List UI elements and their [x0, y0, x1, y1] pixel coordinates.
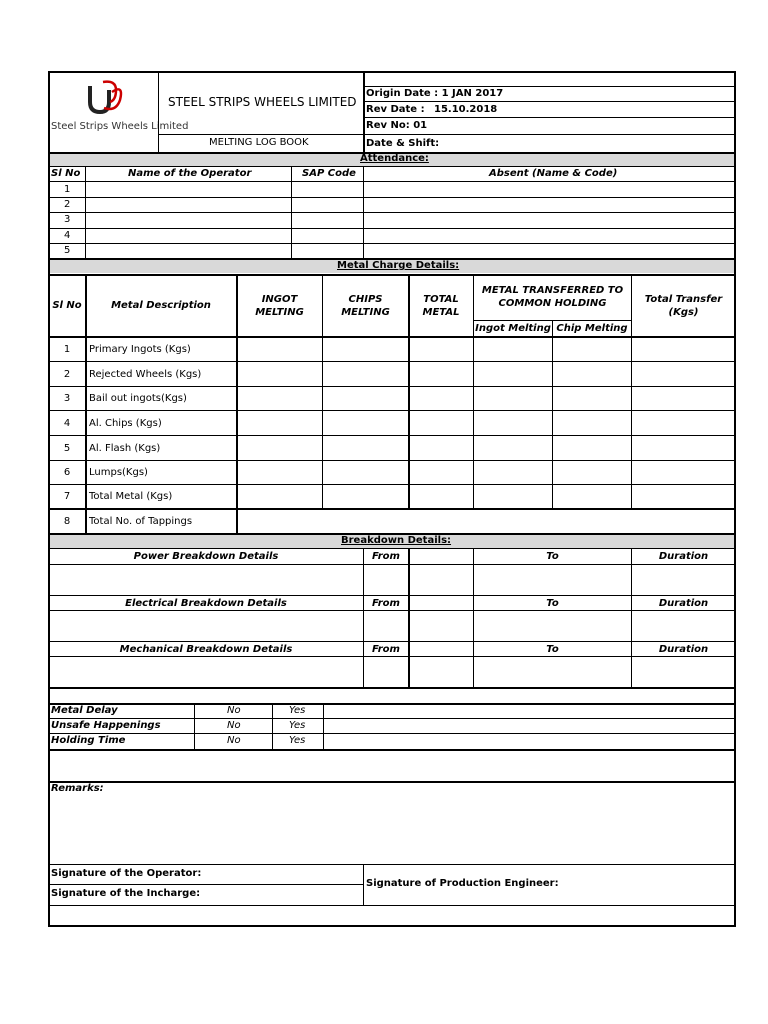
attendance-title: Attendance: [360, 153, 429, 164]
mc-row-sl: 5 [63, 442, 71, 454]
unsafe-happenings-yes[interactable]: Yes [289, 720, 306, 731]
electrical-to: To [546, 597, 559, 609]
att-col-sl: Sl No [51, 168, 81, 179]
mechanical-to: To [546, 643, 559, 655]
mc-row-desc: Rejected Wheels (Kgs) [89, 368, 202, 380]
logo-caption: Steel Strips Wheels Limited [51, 121, 189, 132]
mc-row-desc: Lumps(Kgs) [89, 467, 148, 478]
mc-row-sl: 7 [63, 491, 71, 502]
att-row-5: 5 [64, 245, 71, 256]
mc-row-desc: Al. Flash (Kgs) [89, 442, 161, 454]
power-duration: Duration [658, 551, 709, 562]
power-breakdown-label: Power Breakdown Details [133, 551, 279, 562]
electrical-breakdown-label: Electrical Breakdown Details [125, 597, 287, 609]
holding-time-no[interactable]: No [227, 735, 241, 746]
holding-time-yes[interactable]: Yes [289, 735, 306, 746]
mc-row-desc: Bail out ingots(Kgs) [89, 393, 187, 404]
rev-date-label: Rev Date : [366, 104, 425, 115]
metal-delay-yes[interactable]: Yes [289, 705, 306, 716]
rev-date-value: 15.10.2018 [434, 104, 498, 115]
mc-col-ingot-melting: Ingot Melting [475, 323, 551, 334]
electrical-from: From [372, 597, 400, 609]
mc-col-chips: CHIPS MELTING [341, 293, 390, 318]
metal-delay-no[interactable]: No [227, 705, 241, 716]
mc-row-sl: 6 [63, 467, 71, 478]
mechanical-duration: Duration [658, 643, 709, 655]
mc-row-sl: 2 [63, 368, 71, 380]
electrical-duration: Duration [658, 597, 709, 609]
mc-row-desc: Total No. of Tappings [89, 516, 193, 527]
metal-charge-title: Metal Charge Details: [337, 260, 460, 271]
mc-col-sl: Sl No [52, 300, 82, 311]
mc-row-desc: Total Metal (Kgs) [89, 491, 173, 502]
power-from: From [372, 551, 400, 562]
signature-incharge: Signature of the Incharge: [51, 888, 201, 899]
mc-col-ingot: INGOT MELTING [255, 293, 304, 318]
unsafe-happenings-no[interactable]: No [227, 720, 241, 731]
company-logo [76, 78, 136, 118]
mc-row-desc: Primary Ingots (Kgs) [89, 343, 191, 355]
att-col-name: Name of the Operator [128, 168, 252, 179]
origin-date: Origin Date : 1 JAN 2017 [366, 88, 504, 99]
doc-title: MELTING LOG BOOK [209, 137, 309, 148]
att-row-4: 4 [64, 230, 71, 241]
mc-col-transferred: METAL TRANSFERRED TO COMMON HOLDING [481, 285, 624, 309]
att-row-2: 2 [64, 199, 71, 210]
company-name: STEEL STRIPS WHEELS LIMITED [168, 95, 357, 109]
mechanical-breakdown-label: Mechanical Breakdown Details [119, 643, 293, 655]
mc-col-total-transfer: Total Transfer (Kgs) [644, 293, 723, 318]
rev-no: Rev No: 01 [366, 120, 428, 131]
att-col-sap: SAP Code [302, 168, 356, 179]
signature-operator: Signature of the Operator: [51, 868, 202, 879]
mc-row-sl: 1 [63, 343, 71, 355]
att-col-absent: Absent (Name & Code) [489, 168, 618, 179]
mc-row-sl: 3 [63, 393, 71, 404]
mc-row-sl: 4 [63, 417, 71, 429]
date-shift: Date & Shift: [366, 138, 440, 149]
unsafe-happenings-label: Unsafe Happenings [51, 720, 161, 731]
metal-delay-label: Metal Delay [51, 705, 118, 716]
mechanical-from: From [372, 643, 400, 655]
holding-time-label: Holding Time [51, 735, 126, 746]
mc-row-sl: 8 [63, 516, 71, 527]
mc-row-desc: Al. Chips (Kgs) [89, 417, 162, 429]
mc-col-chip-melting: Chip Melting [556, 323, 628, 334]
remarks-label: Remarks: [51, 783, 104, 794]
breakdown-title: Breakdown Details: [341, 535, 452, 546]
mc-col-total: TOTAL METAL [422, 293, 460, 318]
power-to: To [546, 551, 559, 562]
att-row-3: 3 [64, 214, 71, 225]
mc-col-desc: Metal Description [111, 300, 211, 311]
signature-production-engineer: Signature of Production Engineer: [366, 878, 559, 889]
att-row-1: 1 [64, 184, 71, 195]
